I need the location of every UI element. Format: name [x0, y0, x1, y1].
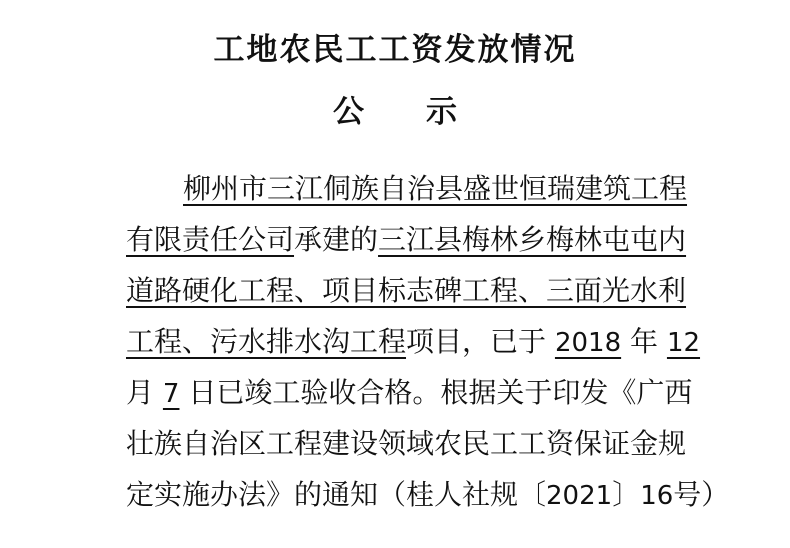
text-fragment: 承建的 — [294, 223, 379, 256]
document-title: 工地农民工工资发放情况 — [213, 32, 577, 68]
text-fragment: 〕 — [612, 478, 641, 511]
body-line-5 — [126, 367, 746, 418]
completion-year: 2018 — [554, 328, 622, 358]
body-line-7 — [126, 469, 746, 520]
text-fragment: 定实施办法》的通知（桂人社规〔 — [126, 478, 547, 511]
completion-day: 7 — [162, 379, 180, 409]
body-line-3 — [126, 265, 746, 316]
year-char: 年 — [630, 325, 659, 358]
project-name-part3: 工程、污水排水沟工程 — [126, 325, 407, 358]
text-fragment: 日已竣工验收合格。根据关于印发《广西 — [188, 376, 693, 409]
month-char: 月 — [126, 376, 155, 409]
text-fragment: 壮族自治区工程建设领域农民工工资保证金规 — [126, 427, 687, 460]
completion-month: 12 — [666, 328, 701, 358]
body-line-1 — [126, 163, 746, 214]
project-name-part2: 道路硬化工程、项目标志碑工程、三面光水利 — [126, 274, 687, 307]
notice-body — [126, 163, 746, 520]
company-name-part1: 柳州市三江侗族自治县盛世恒瑞建筑工程 — [183, 172, 688, 205]
body-line-6 — [126, 418, 746, 469]
project-name-part1: 三江县梅林乡梅林屯屯内 — [378, 223, 687, 256]
subtitle-char-1: 公 — [333, 94, 364, 130]
text-fragment: 号） — [673, 478, 730, 511]
subtitle-char-2: 示 — [426, 94, 457, 130]
company-name-part2: 有限责任公司 — [126, 223, 295, 256]
regulation-year: 2021 — [546, 481, 613, 511]
body-line-4 — [126, 316, 746, 367]
body-line-2 — [126, 214, 746, 265]
document-subtitle — [0, 86, 790, 131]
text-fragment: 项目，已于 — [406, 325, 547, 358]
regulation-number: 16 — [640, 481, 674, 511]
